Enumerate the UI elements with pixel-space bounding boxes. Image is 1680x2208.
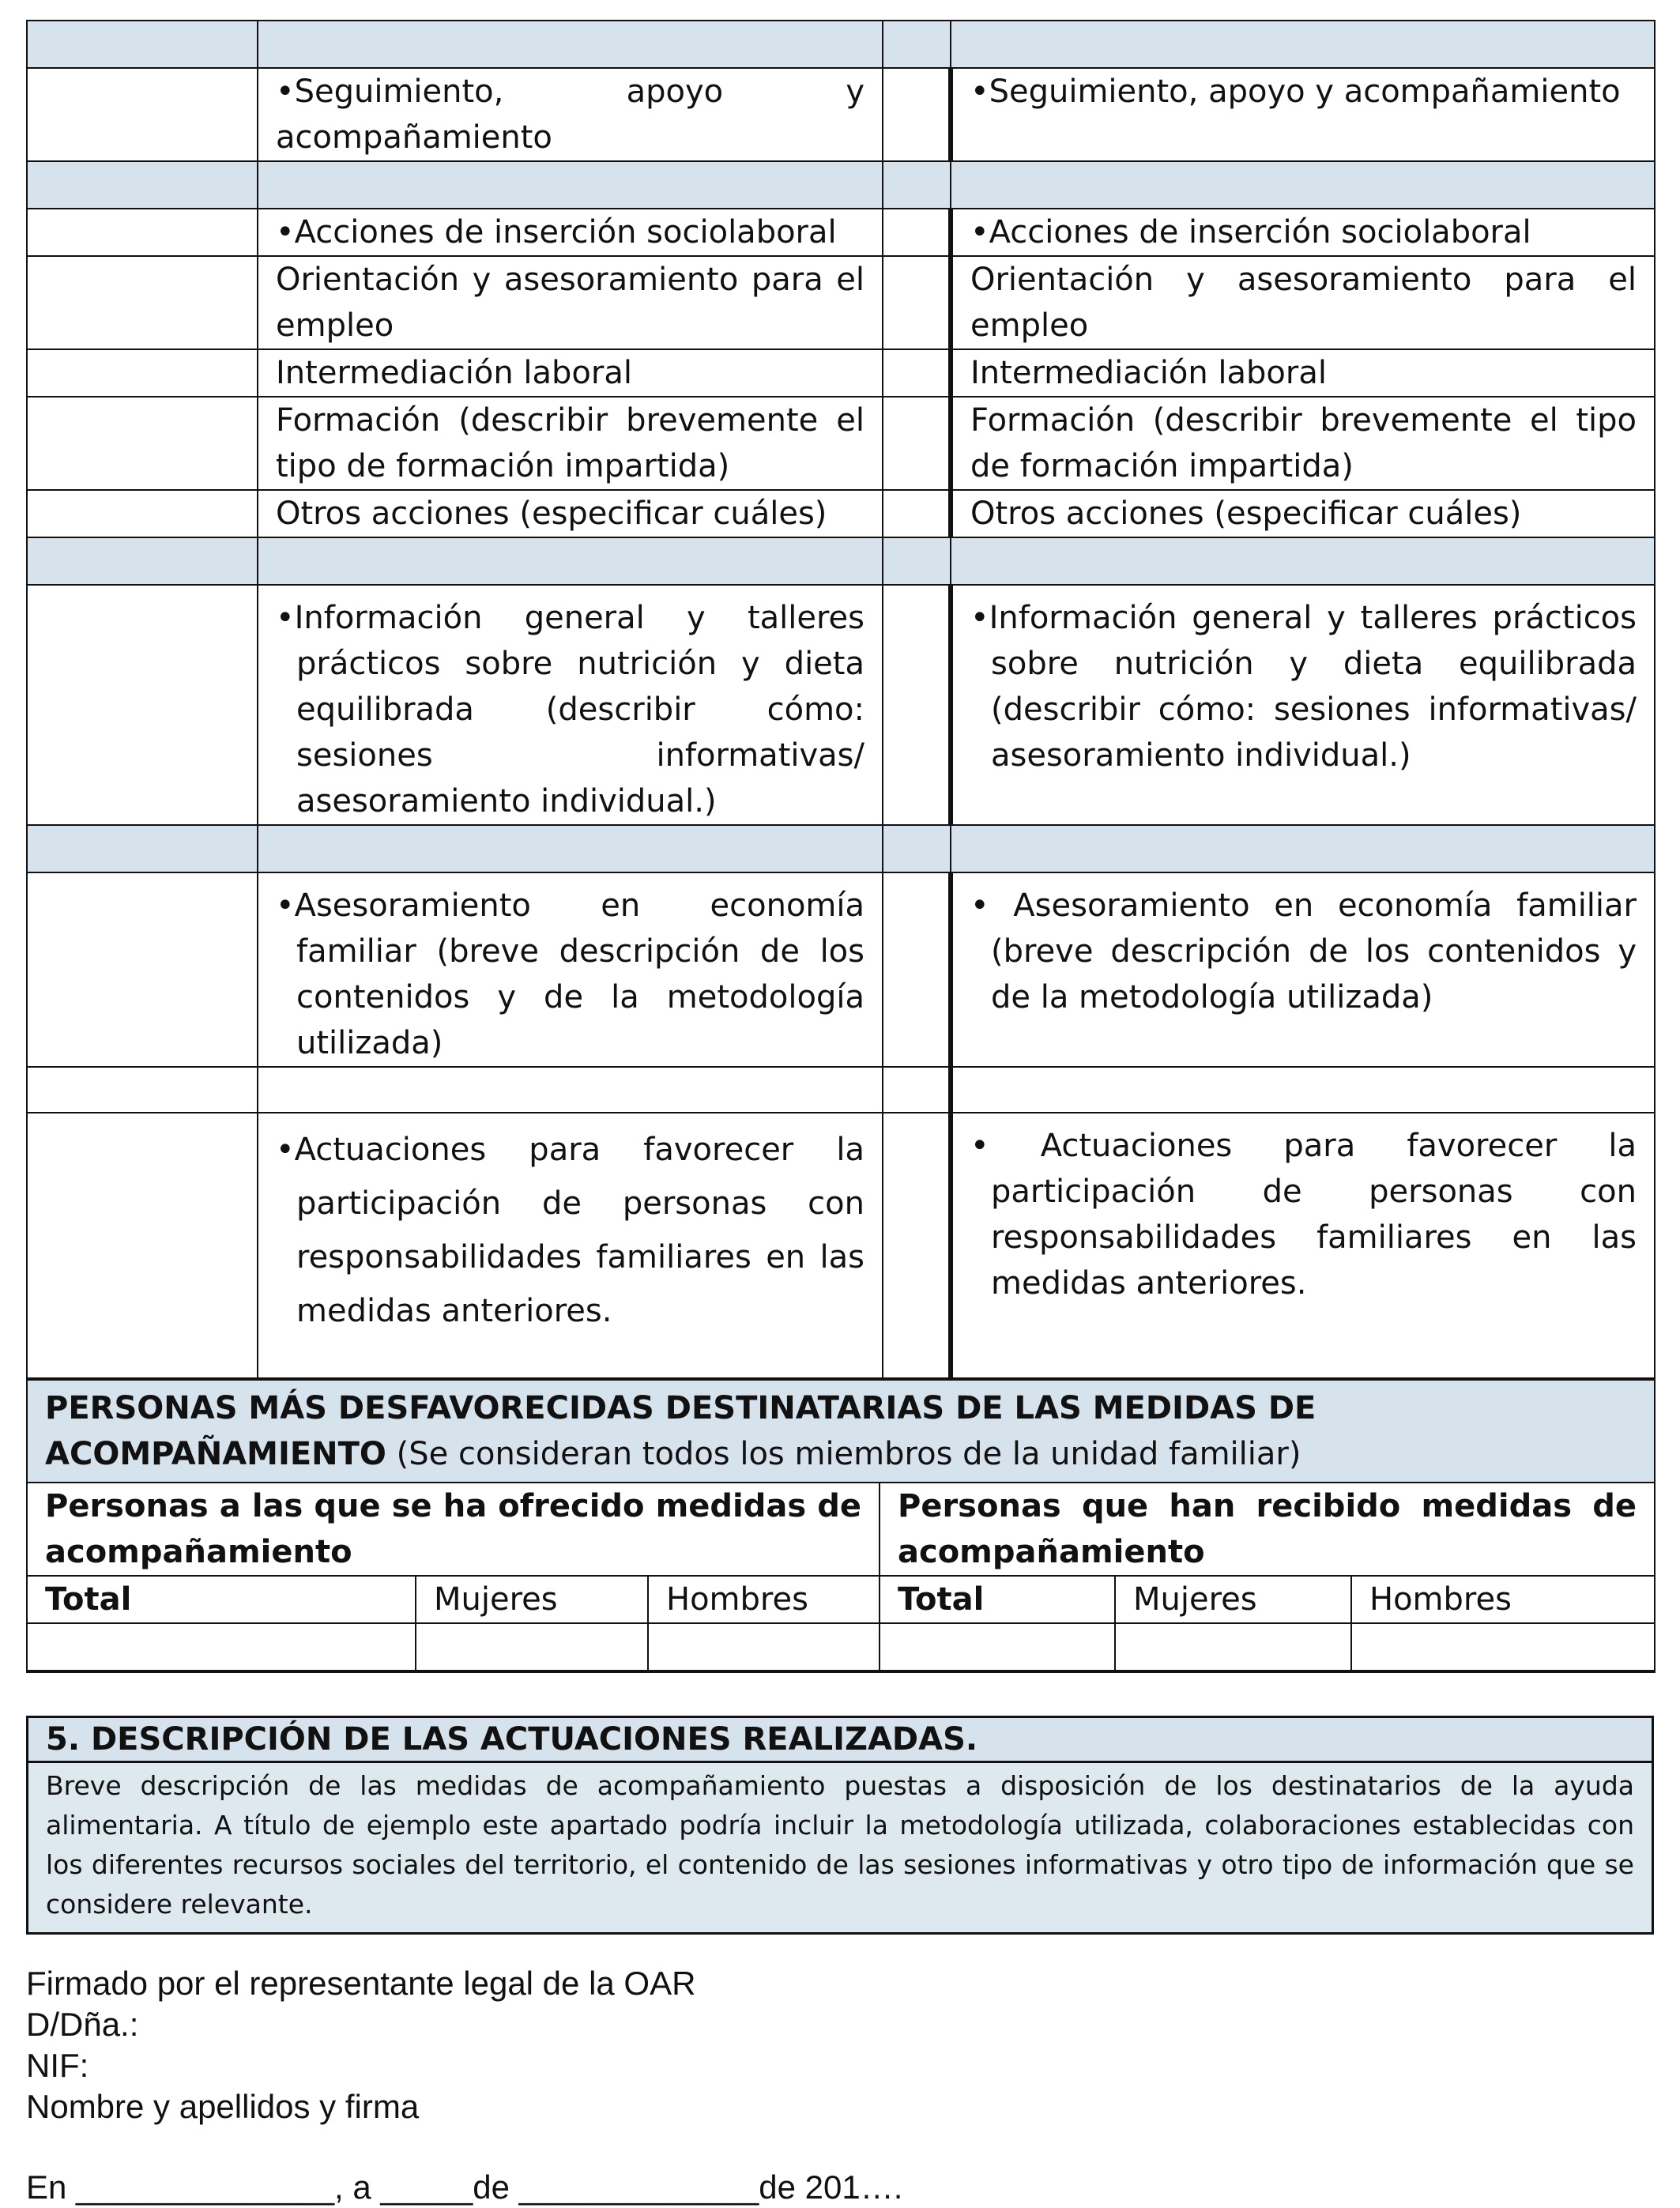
total-offered-input[interactable] xyxy=(27,1623,416,1671)
cell-otros-right: Otros acciones (especificar cuáles) xyxy=(951,490,1655,537)
table-row xyxy=(27,209,1655,256)
section-5-heading: 5. DESCRIPCIÓN DE LAS ACTUACIONES REALIZADAS. xyxy=(28,1718,1652,1763)
cell-informacion-right: •Información general y talleres prácticos sobre nutrición y dieta equilibrada (describir cómo: sesiones informativas/ asesoramiento individual.) xyxy=(951,585,1655,825)
table-row xyxy=(27,68,1655,161)
cell-seguimiento-right: •Seguimiento, apoyo y acompañamiento xyxy=(951,68,1655,161)
cell-intermediacion-left: Intermediación laboral xyxy=(258,349,883,397)
persons-title: PERSONAS MÁS DESFAVORECIDAS DESTINATARIAS DE LAS MEDIDAS DE ACOMPAÑAMIENTO (Se consideran todos los miembros de la unidad familiar) xyxy=(27,1380,1655,1483)
cell-orientacion-left: Orientación y asesoramiento para el empleo xyxy=(258,256,883,349)
cell-intermediacion-right: Intermediación laboral xyxy=(951,349,1655,397)
cell-economia-left: •Asesoramiento en economía familiar (breve descripción de los contenidos y de la metodología utilizada) xyxy=(258,872,883,1067)
cell-economia-right: • Asesoramiento en economía familiar (breve descripción de los contenidos y de la metodología utilizada) xyxy=(951,872,1655,1067)
section-5 xyxy=(26,1716,1654,1935)
mujeres-label: Mujeres xyxy=(416,1576,648,1623)
section-5-description: Breve descripción de las medidas de acompañamiento puestas a disposición de los destinatarios de la ayuda alimentaria. A título de ejemplo este apartado podría incluir la metodología utilizada, colaboraciones establecidas con los diferentes recursos sociales del territorio, el contenido de las sesiones informativas y otro tipo de información que se considere relevante. xyxy=(28,1763,1652,1932)
table-row xyxy=(27,585,1655,825)
table-row xyxy=(27,256,1655,349)
mujeres-offered-input[interactable] xyxy=(416,1623,648,1671)
dona-label: D/Dña.: xyxy=(26,2006,139,2043)
nombre-label: Nombre y apellidos y firma xyxy=(26,2088,420,2125)
measures-table xyxy=(26,20,1656,1379)
cell-seguimiento-left: •Seguimiento, apoyo y acompañamiento xyxy=(258,68,883,161)
mujeres-label: Mujeres xyxy=(1115,1576,1351,1623)
cell-informacion-left: •Información general y talleres prácticos sobre nutrición y dieta equilibrada (describir cómo: sesiones informativas/ asesoramiento individual.) xyxy=(258,585,883,825)
hombres-received-input[interactable] xyxy=(1351,1623,1655,1671)
table-row xyxy=(27,1113,1655,1378)
hombres-offered-input[interactable] xyxy=(648,1623,880,1671)
cell-actuaciones-left: •Actuaciones para favorecer la participación de personas con responsabilidades familiares en las medidas anteriores. xyxy=(258,1113,883,1378)
band-row xyxy=(27,161,1655,209)
signature-block xyxy=(26,1963,1654,2127)
cell-formacion-left: Formación (describir brevemente el tipo de formación impartida) xyxy=(258,397,883,490)
cell-insercion-right: •Acciones de inserción sociolaboral xyxy=(951,209,1655,256)
hombres-label: Hombres xyxy=(648,1576,880,1623)
total-label: Total xyxy=(27,1576,416,1623)
cell-actuaciones-right: • Actuaciones para favorecer la participación de personas con responsabilidades familiares en las medidas anteriores. xyxy=(951,1113,1655,1378)
cell-formacion-right: Formación (describir brevemente el tipo de formación impartida) xyxy=(951,397,1655,490)
persons-received-header: Personas que han recibido medidas de acompañamiento xyxy=(880,1483,1655,1576)
table-row xyxy=(27,349,1655,397)
hombres-label: Hombres xyxy=(1351,1576,1655,1623)
form-page xyxy=(26,20,1654,2208)
table-row xyxy=(27,397,1655,490)
firmado-label: Firmado por el representante legal de la OAR xyxy=(26,1965,696,2002)
band-row xyxy=(27,21,1655,68)
band-row xyxy=(27,825,1655,872)
total-received-input[interactable] xyxy=(880,1623,1115,1671)
date-line: En ______________, a _____de _____________de 201…. xyxy=(26,2168,903,2206)
cell-insercion-left: •Acciones de inserción sociolaboral xyxy=(258,209,883,256)
table-row xyxy=(27,872,1655,1067)
persons-table xyxy=(26,1379,1656,1673)
nif-label: NIF: xyxy=(26,2047,89,2084)
table-row xyxy=(27,490,1655,537)
cell-otros-left: Otros acciones (especificar cuáles) xyxy=(258,490,883,537)
band-row xyxy=(27,537,1655,585)
persons-offered-header: Personas a las que se ha ofrecido medidas de acompañamiento xyxy=(27,1483,880,1576)
total-label: Total xyxy=(880,1576,1115,1623)
table-row xyxy=(27,1067,1655,1113)
mujeres-received-input[interactable] xyxy=(1115,1623,1351,1671)
cell-orientacion-right: Orientación y asesoramiento para el empleo xyxy=(951,256,1655,349)
